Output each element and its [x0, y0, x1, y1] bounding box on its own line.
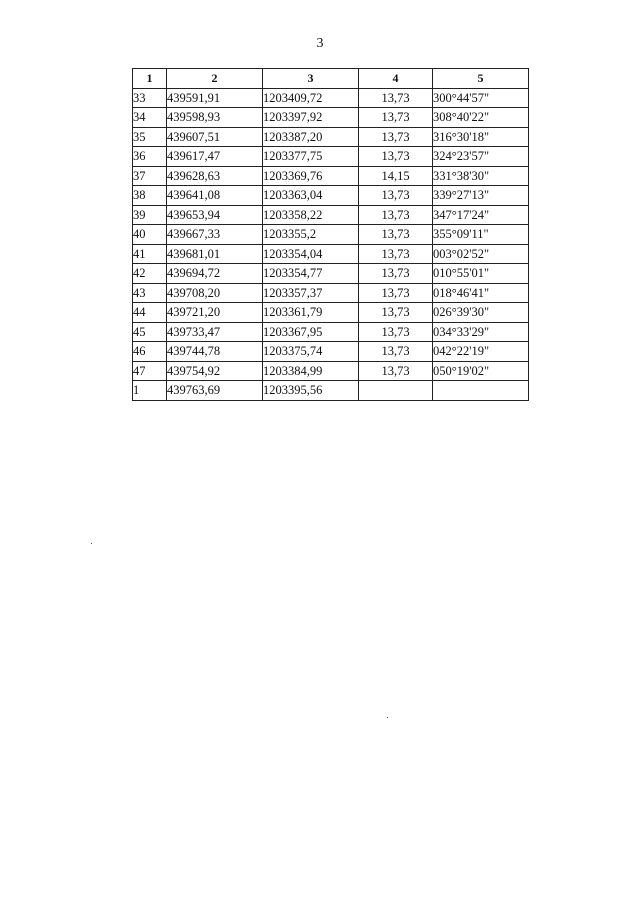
y-coordinate-cell: 1203354,04 [263, 244, 359, 264]
direction-angle-cell: 308°40'22" [433, 108, 529, 128]
distance-cell: 13,73 [359, 244, 433, 264]
y-coordinate-cell: 1203363,04 [263, 186, 359, 206]
table-row [133, 186, 529, 206]
x-coordinate-cell: 439694,72 [167, 264, 263, 284]
y-coordinate-cell: 1203354,77 [263, 264, 359, 284]
point-number-cell: 39 [133, 205, 167, 225]
direction-angle-cell [433, 381, 529, 401]
point-number-cell: 40 [133, 225, 167, 245]
point-number-cell: 35 [133, 127, 167, 147]
distance-cell: 13,73 [359, 322, 433, 342]
direction-angle-cell: 026°39'30" [433, 303, 529, 323]
page-number: 3 [316, 36, 324, 51]
y-coordinate-cell: 1203375,74 [263, 342, 359, 362]
table-row [133, 225, 529, 245]
table-row [133, 205, 529, 225]
table-row [133, 303, 529, 323]
point-number-cell: 44 [133, 303, 167, 323]
distance-cell: 13,73 [359, 205, 433, 225]
y-coordinate-cell: 1203409,72 [263, 88, 359, 108]
x-coordinate-cell: 439733,47 [167, 322, 263, 342]
point-number-cell: 42 [133, 264, 167, 284]
direction-angle-cell: 316°30'18" [433, 127, 529, 147]
x-coordinate-cell: 439754,92 [167, 361, 263, 381]
x-coordinate-cell: 439721,20 [167, 303, 263, 323]
table-row [133, 361, 529, 381]
coordinates-table [132, 68, 529, 401]
x-coordinate-cell: 439617,47 [167, 147, 263, 167]
header-x-coordinate: 2 [167, 69, 263, 89]
table-row [133, 322, 529, 342]
point-number-cell: 36 [133, 147, 167, 167]
y-coordinate-cell: 1203395,56 [263, 381, 359, 401]
point-number-cell: 38 [133, 186, 167, 206]
table-row [133, 283, 529, 303]
distance-cell [359, 381, 433, 401]
table-body [133, 88, 529, 400]
table-row [133, 264, 529, 284]
direction-angle-cell: 355°09'11" [433, 225, 529, 245]
table-row [133, 127, 529, 147]
point-number-cell: 43 [133, 283, 167, 303]
point-number-cell: 37 [133, 166, 167, 186]
distance-cell: 13,73 [359, 147, 433, 167]
x-coordinate-cell: 439598,93 [167, 108, 263, 128]
distance-cell: 13,73 [359, 303, 433, 323]
header-y-coordinate: 3 [263, 69, 359, 89]
table-row [133, 166, 529, 186]
point-number-cell: 34 [133, 108, 167, 128]
direction-angle-cell: 339°27'13" [433, 186, 529, 206]
point-number-cell: 46 [133, 342, 167, 362]
header-distance: 4 [359, 69, 433, 89]
distance-cell: 13,73 [359, 225, 433, 245]
direction-angle-cell: 010°55'01" [433, 264, 529, 284]
direction-angle-cell: 324°23'57" [433, 147, 529, 167]
point-number-cell: 33 [133, 88, 167, 108]
point-number-cell: 47 [133, 361, 167, 381]
x-coordinate-cell: 439681,01 [167, 244, 263, 264]
direction-angle-cell: 042°22'19" [433, 342, 529, 362]
y-coordinate-cell: 1203355,2 [263, 225, 359, 245]
direction-angle-cell: 018°46'41" [433, 283, 529, 303]
x-coordinate-cell: 439653,94 [167, 205, 263, 225]
header-point-number: 1 [133, 69, 167, 89]
distance-cell: 13,73 [359, 264, 433, 284]
distance-cell: 13,73 [359, 186, 433, 206]
y-coordinate-cell: 1203361,79 [263, 303, 359, 323]
table-row [133, 88, 529, 108]
y-coordinate-cell: 1203367,95 [263, 322, 359, 342]
scan-speck [387, 717, 388, 718]
point-number-cell: 1 [133, 381, 167, 401]
x-coordinate-cell: 439628,63 [167, 166, 263, 186]
y-coordinate-cell: 1203387,20 [263, 127, 359, 147]
x-coordinate-cell: 439763,69 [167, 381, 263, 401]
x-coordinate-cell: 439641,08 [167, 186, 263, 206]
x-coordinate-cell: 439708,20 [167, 283, 263, 303]
distance-cell: 13,73 [359, 108, 433, 128]
y-coordinate-cell: 1203384,99 [263, 361, 359, 381]
table-header-row [133, 69, 529, 89]
y-coordinate-cell: 1203357,37 [263, 283, 359, 303]
y-coordinate-cell: 1203377,75 [263, 147, 359, 167]
x-coordinate-cell: 439744,78 [167, 342, 263, 362]
x-coordinate-cell: 439667,33 [167, 225, 263, 245]
x-coordinate-cell: 439591,91 [167, 88, 263, 108]
distance-cell: 13,73 [359, 127, 433, 147]
y-coordinate-cell: 1203358,22 [263, 205, 359, 225]
direction-angle-cell: 331°38'30" [433, 166, 529, 186]
point-number-cell: 45 [133, 322, 167, 342]
table-row [133, 244, 529, 264]
direction-angle-cell: 300°44'57" [433, 88, 529, 108]
table-row [133, 108, 529, 128]
y-coordinate-cell: 1203397,92 [263, 108, 359, 128]
scan-speck [91, 543, 92, 544]
direction-angle-cell: 034°33'29" [433, 322, 529, 342]
distance-cell: 13,73 [359, 361, 433, 381]
table-row [133, 147, 529, 167]
point-number-cell: 41 [133, 244, 167, 264]
distance-cell: 13,73 [359, 283, 433, 303]
direction-angle-cell: 003°02'52" [433, 244, 529, 264]
distance-cell: 13,73 [359, 88, 433, 108]
table-row [133, 342, 529, 362]
x-coordinate-cell: 439607,51 [167, 127, 263, 147]
direction-angle-cell: 050°19'02" [433, 361, 529, 381]
direction-angle-cell: 347°17'24" [433, 205, 529, 225]
header-direction-angle: 5 [433, 69, 529, 89]
table-row [133, 381, 529, 401]
y-coordinate-cell: 1203369,76 [263, 166, 359, 186]
distance-cell: 13,73 [359, 342, 433, 362]
distance-cell: 14,15 [359, 166, 433, 186]
